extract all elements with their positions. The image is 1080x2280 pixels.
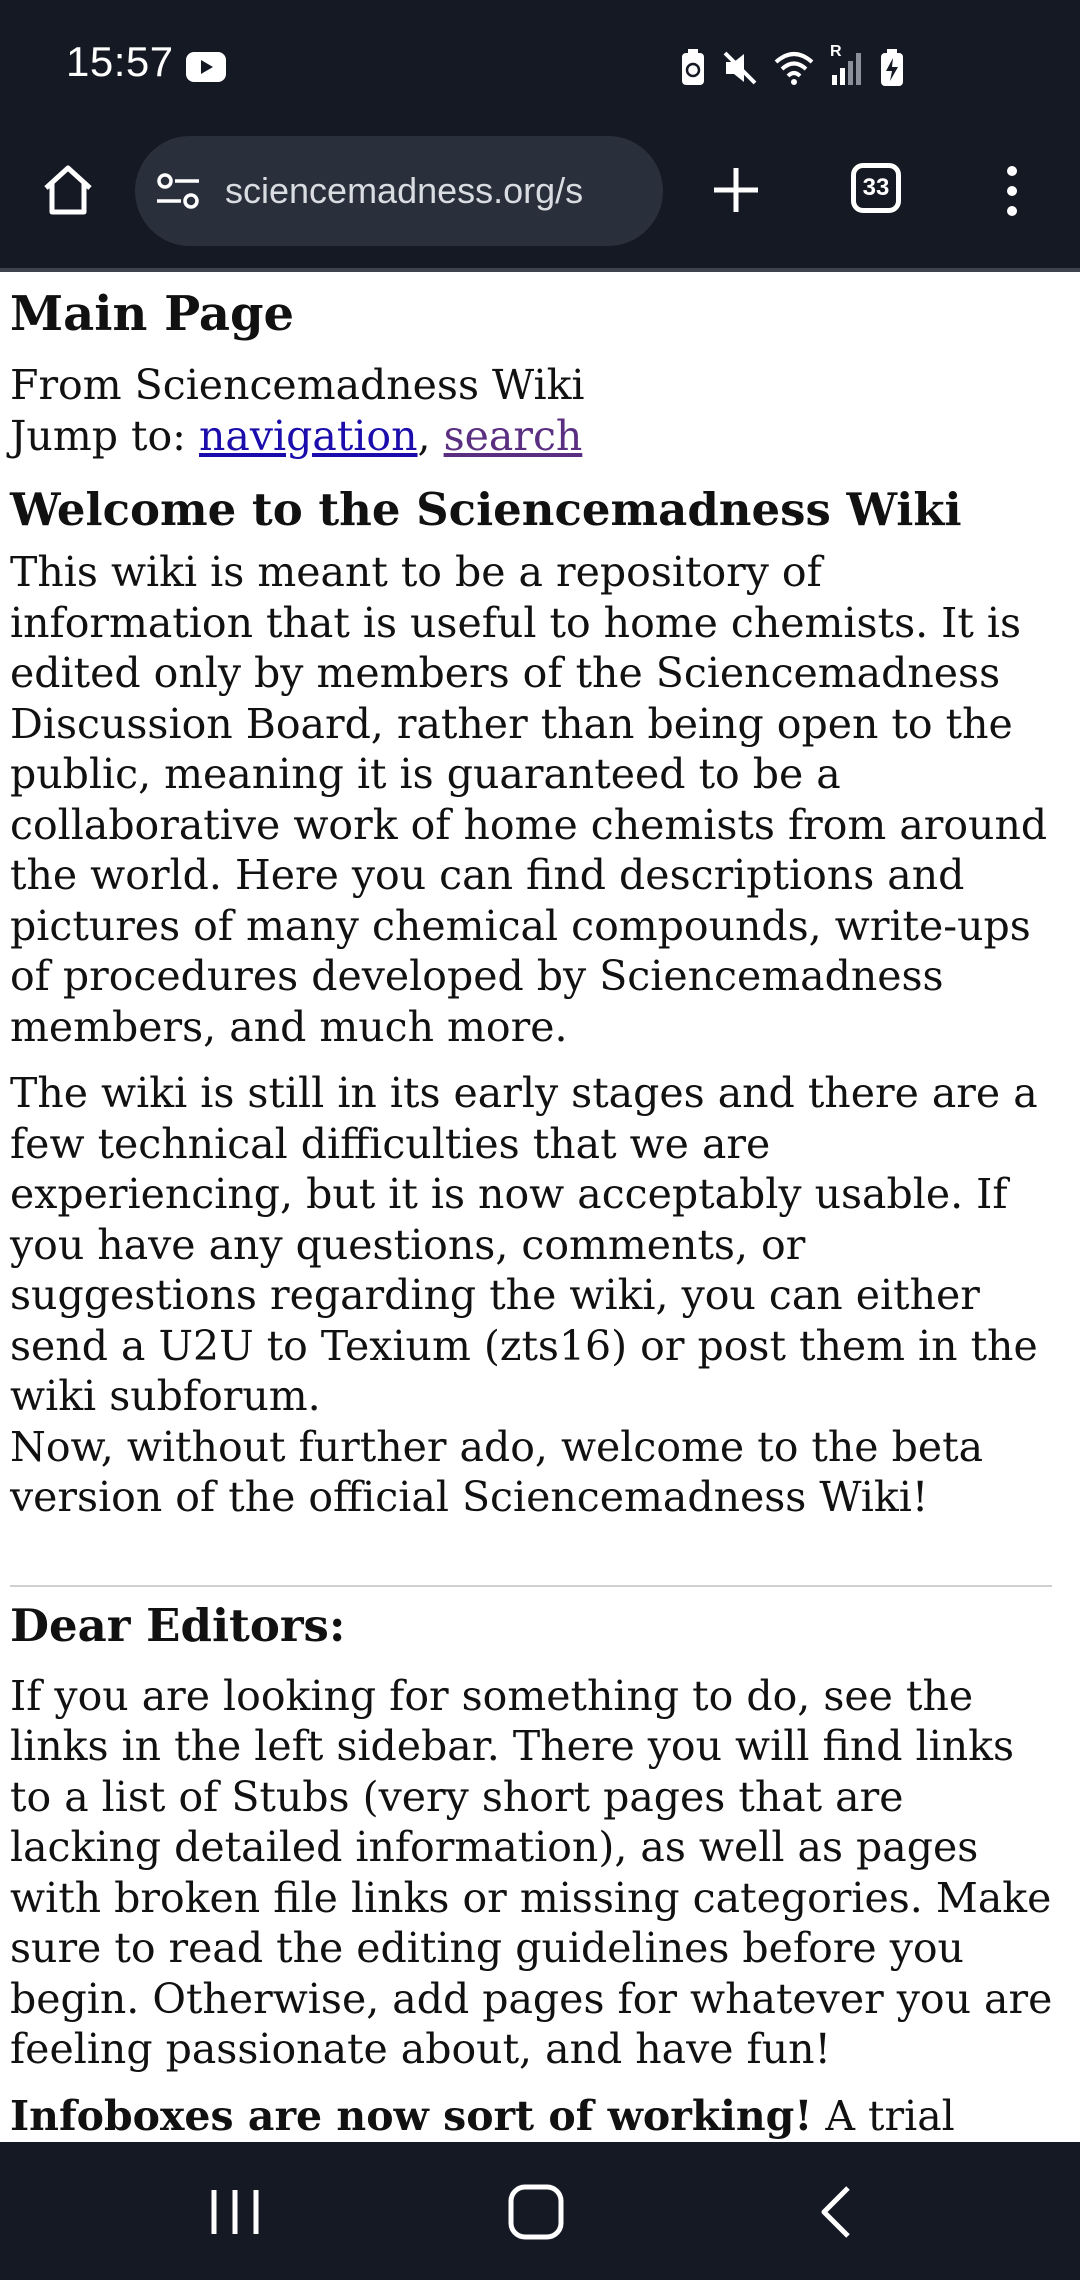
status-paragraph bbox=[10, 1068, 1062, 1523]
infobox-text: A trial bbox=[812, 2091, 955, 2140]
status-paragraph-text: The wiki is still in its early stages and there are a few technical difficulties that we are experiencing, but it is now acceptably usable. If you have any questions, comments, or suggestions regarding the wiki, you can either send a U2U to Texium (zts16) or post them in the wiki subforum. bbox=[10, 1069, 1038, 1421]
back-icon[interactable] bbox=[802, 2182, 872, 2242]
system-nav-bar bbox=[0, 2142, 1080, 2280]
battery-saver-icon bbox=[680, 49, 706, 87]
welcome-heading: Welcome to the Sciencemadness Wiki bbox=[10, 482, 962, 536]
page-subtitle: From Sciencemadness Wiki bbox=[10, 360, 585, 409]
page-title: Main Page bbox=[10, 286, 295, 342]
system-icons bbox=[680, 43, 904, 88]
editors-heading: Dear Editors: bbox=[10, 1598, 346, 1652]
browser-toolbar bbox=[0, 136, 1080, 272]
signal-roaming-label: R bbox=[830, 43, 842, 60]
jump-separator: , bbox=[417, 411, 444, 460]
wifi-icon bbox=[774, 50, 814, 86]
page-content[interactable] bbox=[0, 272, 1080, 2142]
address-bar[interactable] bbox=[135, 136, 663, 246]
jump-navigation-link[interactable]: navigation bbox=[199, 411, 418, 460]
tab-switcher-button[interactable]: 33 bbox=[851, 163, 901, 213]
infobox-paragraph bbox=[10, 2091, 1062, 2142]
url-text[interactable]: sciencemadness.org/s bbox=[225, 170, 584, 211]
intro-paragraph: This wiki is meant to be a repository of information that is useful to home chemists. It is edited only by members of the Sciencemadness Discussion Board, rather than being open to the public, meaning it is guaranteed to be a collaborative work of home chemists from around the world. Here you can find descriptions and pictures of many chemical compounds, write-ups of procedures developed by Sciencemadness members, and much more. bbox=[10, 548, 1048, 1051]
youtube-icon bbox=[186, 52, 226, 82]
home-button-icon[interactable] bbox=[501, 2182, 571, 2242]
jump-search-link[interactable]: search bbox=[443, 411, 583, 460]
mute-icon bbox=[722, 50, 758, 86]
home-icon[interactable] bbox=[40, 162, 96, 218]
more-menu-icon[interactable] bbox=[994, 163, 1030, 219]
welcome-beta-text: Now, without further ado, welcome to the beta version of the official Sciencemadness Wiki! bbox=[10, 1422, 984, 1522]
section-divider bbox=[10, 1585, 1052, 1587]
status-bar bbox=[0, 0, 1080, 136]
signal-icon bbox=[830, 43, 864, 87]
editors-paragraph: If you are looking for something to do, see the links in the left sidebar. There you will find links to a list of Stubs (very short pages that are lacking detailed information), as well as pages with broken file links or missing categories. Make sure to read the editing guidelines before you begin. Otherwise, add pages for whatever you are feeling passionate about, and have fun! bbox=[10, 1671, 1053, 2074]
jump-to bbox=[10, 411, 1062, 462]
site-settings-icon[interactable] bbox=[155, 172, 201, 210]
new-tab-icon[interactable] bbox=[710, 164, 762, 216]
infobox-bold-text: Infoboxes are now sort of working! bbox=[10, 2091, 813, 2140]
battery-charging-icon bbox=[880, 49, 904, 87]
jump-prefix: Jump to: bbox=[10, 411, 200, 460]
status-time: 15:57 bbox=[66, 38, 174, 85]
recent-apps-icon[interactable] bbox=[200, 2182, 270, 2242]
